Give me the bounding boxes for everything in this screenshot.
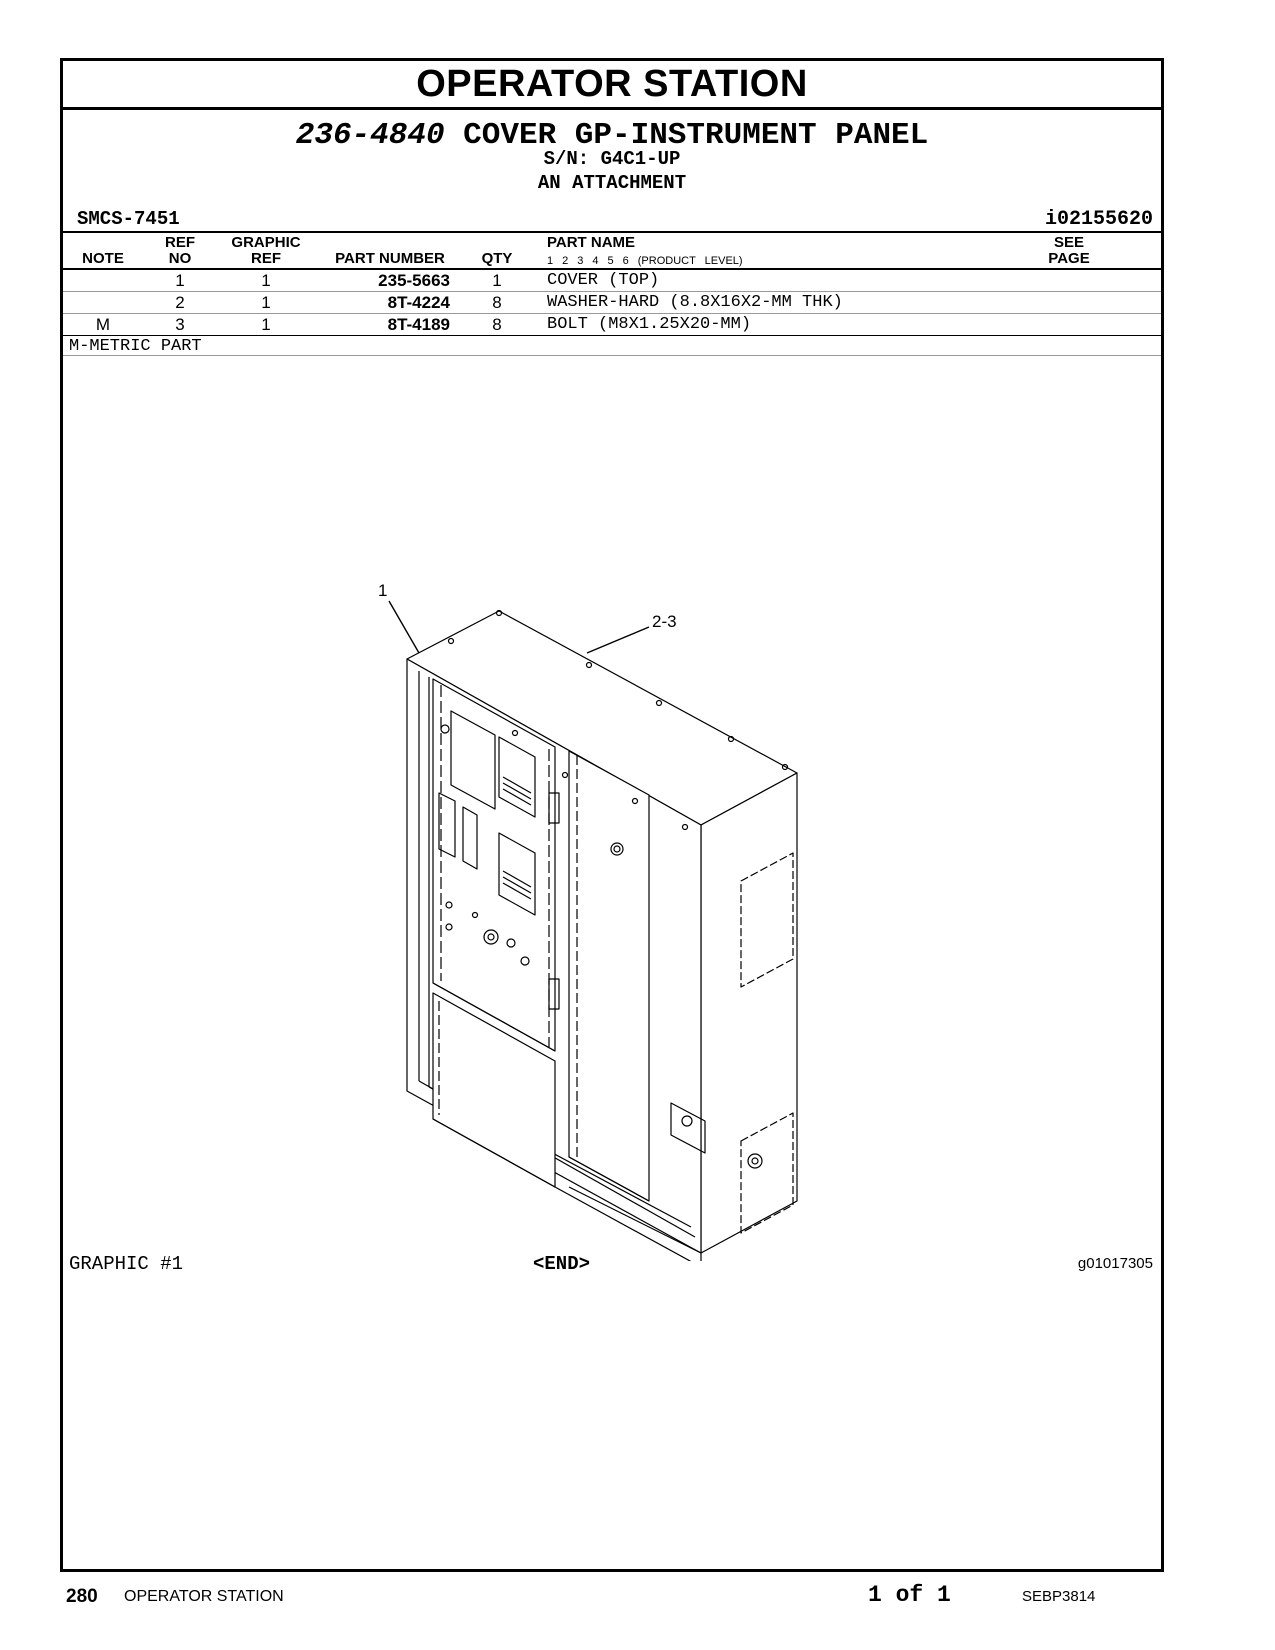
row-graphic-ref: 1 — [261, 315, 271, 334]
row-divider — [63, 313, 1161, 314]
row-part-number[interactable]: 8T-4189 — [387, 315, 450, 334]
footnote-rule — [63, 355, 1161, 356]
section-banner: OPERATOR STATION — [63, 61, 1161, 110]
col-see-page-bottom: PAGE — [1048, 250, 1090, 267]
page-number: 280 — [66, 1586, 98, 1607]
row-qty: 8 — [492, 315, 502, 334]
product-levels: 1 2 3 4 5 6 (PRODUCT LEVEL) — [547, 255, 743, 267]
col-graphic-ref-bottom: REF — [251, 250, 281, 267]
col-part-number: PART NUMBER — [335, 250, 445, 267]
callout-1: 1 — [378, 581, 388, 600]
row-qty: 8 — [492, 293, 502, 312]
serial-number: S/N: G4C1-UP — [543, 148, 681, 170]
row-ref-no: 3 — [175, 315, 185, 334]
col-note: NOTE — [82, 250, 124, 267]
graphic-id: g01017305 — [1077, 1255, 1153, 1272]
footer-section: OPERATOR STATION — [124, 1588, 284, 1605]
row-divider — [63, 291, 1161, 292]
smcs-code: SMCS-7451 — [77, 208, 180, 230]
attachment-label: AN ATTACHMENT — [537, 172, 687, 194]
row-part-name: BOLT (M8X1.25X20-MM) — [547, 315, 752, 334]
row-qty: 1 — [492, 271, 502, 290]
row-ref-no: 1 — [175, 271, 185, 290]
instrument-panel-drawing — [359, 581, 819, 1261]
row-part-number[interactable]: 235-5663 — [378, 271, 450, 290]
row-part-name: WASHER-HARD (8.8X16X2-MM THK) — [547, 293, 843, 312]
row-divider — [63, 335, 1161, 336]
graphic-number: GRAPHIC #1 — [69, 1253, 184, 1275]
group-part-number[interactable]: 236-4840 — [295, 118, 445, 153]
col-part-name: PART NAME — [547, 234, 636, 251]
col-graphic-ref-top: GRAPHIC — [231, 234, 301, 251]
page-of: 1 of 1 — [868, 1582, 951, 1608]
page-frame — [60, 58, 1164, 1572]
row-part-number[interactable]: 8T-4224 — [387, 293, 450, 312]
end-marker: <END> — [533, 1253, 591, 1275]
row-part-name: COVER (TOP) — [547, 271, 660, 290]
header-rule — [63, 268, 1161, 270]
metric-footnote: M-METRIC PART — [69, 337, 202, 356]
col-ref-no-bottom: NO — [168, 250, 192, 267]
col-qty: QTY — [481, 250, 513, 267]
row-graphic-ref: 1 — [261, 293, 271, 312]
info-id: i02155620 — [1044, 208, 1153, 231]
row-graphic-ref: 1 — [261, 271, 271, 290]
col-ref-no-top: REF — [165, 234, 195, 251]
callout-2-3: 2-3 — [652, 612, 677, 631]
row-note: M — [95, 315, 111, 334]
publication-id: SEBP3814 — [1022, 1588, 1096, 1605]
group-part-name: COVER GP-INSTRUMENT PANEL — [463, 118, 929, 153]
table-top-rule — [63, 231, 1161, 233]
row-ref-no: 2 — [175, 293, 185, 312]
col-see-page-top: SEE — [1053, 234, 1084, 251]
